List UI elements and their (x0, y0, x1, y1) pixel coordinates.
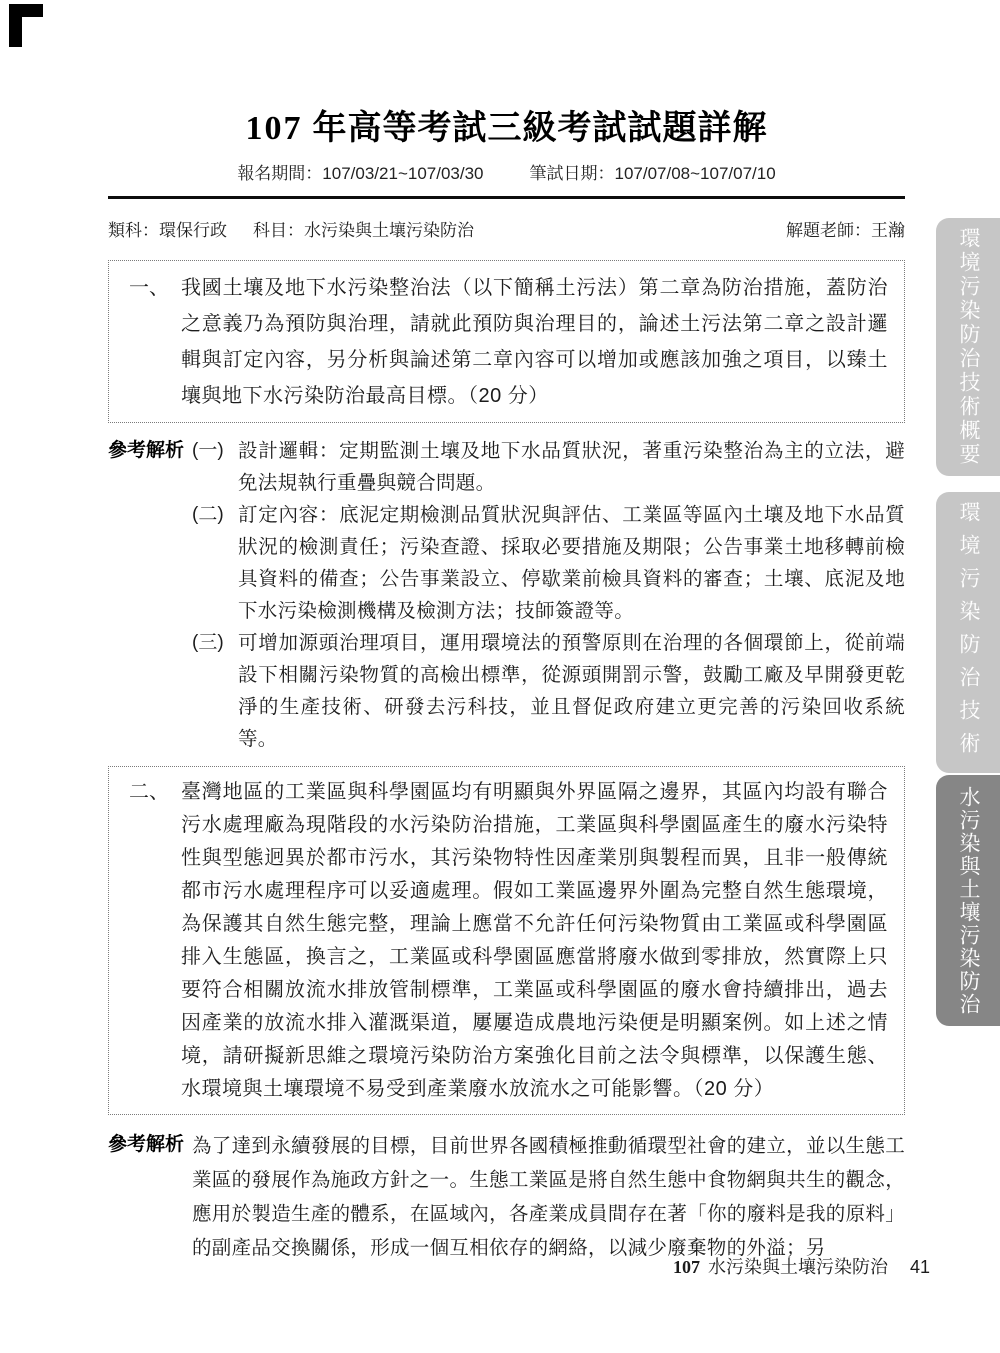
content-column (108, 0, 905, 1265)
analysis-1-item-2 (192, 499, 905, 627)
question-2-box (108, 766, 905, 1115)
footer-subject: 水污染與土壤污染防治 (707, 1257, 888, 1277)
footer-year: 107 (672, 1257, 700, 1277)
question-2-text: 臺灣地區的工業區與科學園區均有明顯與外界區隔之邊界，其區內均設有聯合污水處理廠為現階段的水污染防治措施，工業區與科學園區產生的廢水污染特性與型態迥異於都市污水，其污染物特性因產業別與製程而異，且非一般傳統都市污水處理程序可以妥適處理。假如工業區邊界外圍為完整自然生態環境，為保護其自然生態完整，理論上應當不允許任何污染物質由工業區或科學園區排入生態區，換言之，工業區或科學園區應當將廢水做到零排放，然實際上只要符合相關放流水排放管制標準，工業區或科學園區的廢水會持續排出，過去因產業的放流水排入灌溉渠道，屢屢造成農地污染便是明顯案例。如上述之情境，請研擬新思維之環境污染防治方案強化目前之法令與標準，以保護生態、水環境與土壤環境不易受到產業廢水放流水之可能影響。（20 分） (181, 781, 888, 1100)
analysis-2-text: 為了達到永續發展的目標，目前世界各國積極推動循環型社會的建立，並以生態工業區的發展作為施政方針之一。生態工業區是將自然生態中食物網與共生的觀念，應用於製造生產的體系，在區域內，各產業成員間存在著「你的廢料是我的原料」的副產品交換關係，形成一個互相依存的網絡，以減少廢棄物的外溢；另 (192, 1135, 905, 1259)
corner-crop-mark-vertical (9, 4, 22, 47)
page-title-text: 年高等考試三級考試試題詳解 (312, 109, 768, 147)
analysis-1-body (192, 435, 905, 755)
tab-env-pollution-prevention-tech[interactable] (936, 492, 1000, 773)
teacher-label: 解題老師：王瀚 (786, 221, 905, 240)
analysis-1-item-1 (192, 435, 905, 499)
analysis-1-item-3-marker: (三) (192, 632, 224, 653)
analysis-1-label: 參考解析 (108, 440, 185, 461)
analysis-2-body (192, 1129, 905, 1265)
analysis-1-item-2-text: 訂定內容：底泥定期檢測品質狀況與評估、工業區等區內土壤及地下水品質狀況的檢測責任；污染查證、採取必要措施及期限；公告事業土地移轉前檢具資料的備查；公告事業設立、停歇業前檢具資料的審查；土壤、底泥及地下水污染檢測機構及檢測方法；技師簽證等。 (238, 504, 905, 622)
tab-water-and-soil-pollution-prevention-label: 水污染與土壤污染防治 (957, 785, 980, 1016)
meta-row (108, 216, 905, 241)
header-divider (108, 196, 905, 199)
question-1-text: 我國土壤及地下水污染整治法（以下簡稱土污法）第二章為防治措施，蓋防治之意義乃為預防與治理，請就此預防與治理目的，論述土污法第二章之設計邏輯與訂定內容，另分析與論述第二章內容可以增加或應該加強之項目，以臻土壤與地下水污染防治最高目標。（20 分） (181, 277, 888, 407)
page-title (108, 106, 905, 151)
meta-left (108, 216, 474, 241)
analysis-1-item-3 (192, 627, 905, 755)
subject-label: 科目：水污染與土壤污染防治 (253, 221, 474, 240)
question-1-analysis (108, 435, 905, 755)
question-2-number: 二、 (129, 781, 169, 803)
tab-env-pollution-prevention-tech-summary[interactable] (936, 218, 1000, 476)
written-exam-date: 筆試日期：107/07/08~107/07/10 (529, 164, 776, 183)
corner-crop-mark (9, 4, 43, 47)
page-footer (673, 1253, 930, 1279)
exam-dates-row (108, 159, 905, 184)
question-1-box (108, 260, 905, 423)
analysis-1-item-3-text: 可增加源頭治理項目，運用環境法的預警原則在治理的各個環節上，從前端設下相關污染物質的高檢出標準，從源頭開罰示警，鼓勵工廠及早開發更乾淨的生產技術、研發去污科技，並且督促政府建立更完善的污染回收系統等。 (238, 632, 905, 750)
registration-period: 報名期間：107/03/21~107/03/30 (237, 164, 484, 183)
analysis-1-item-1-marker: (一) (192, 440, 224, 461)
analysis-1-item-2-marker: (二) (192, 504, 224, 525)
category-label: 類科：環保行政 (108, 221, 227, 240)
page-title-year: 107 (245, 110, 303, 147)
analysis-1-item-1-text: 設計邏輯：定期監測土壤及地下水品質狀況，著重污染整治為主的立法，避免法規執行重疊與競合問題。 (238, 440, 905, 494)
tab-water-and-soil-pollution-prevention[interactable] (936, 775, 1000, 1026)
tab-env-pollution-prevention-tech-label: 環境污染防治技術 (957, 500, 980, 765)
tab-env-pollution-prevention-tech-summary-label: 環境污染防治技術概要 (957, 227, 980, 467)
analysis-2-label: 參考解析 (108, 1134, 185, 1155)
footer-page-number: 41 (909, 1257, 930, 1277)
question-2-analysis (108, 1129, 905, 1265)
question-1-number: 一、 (129, 277, 169, 299)
